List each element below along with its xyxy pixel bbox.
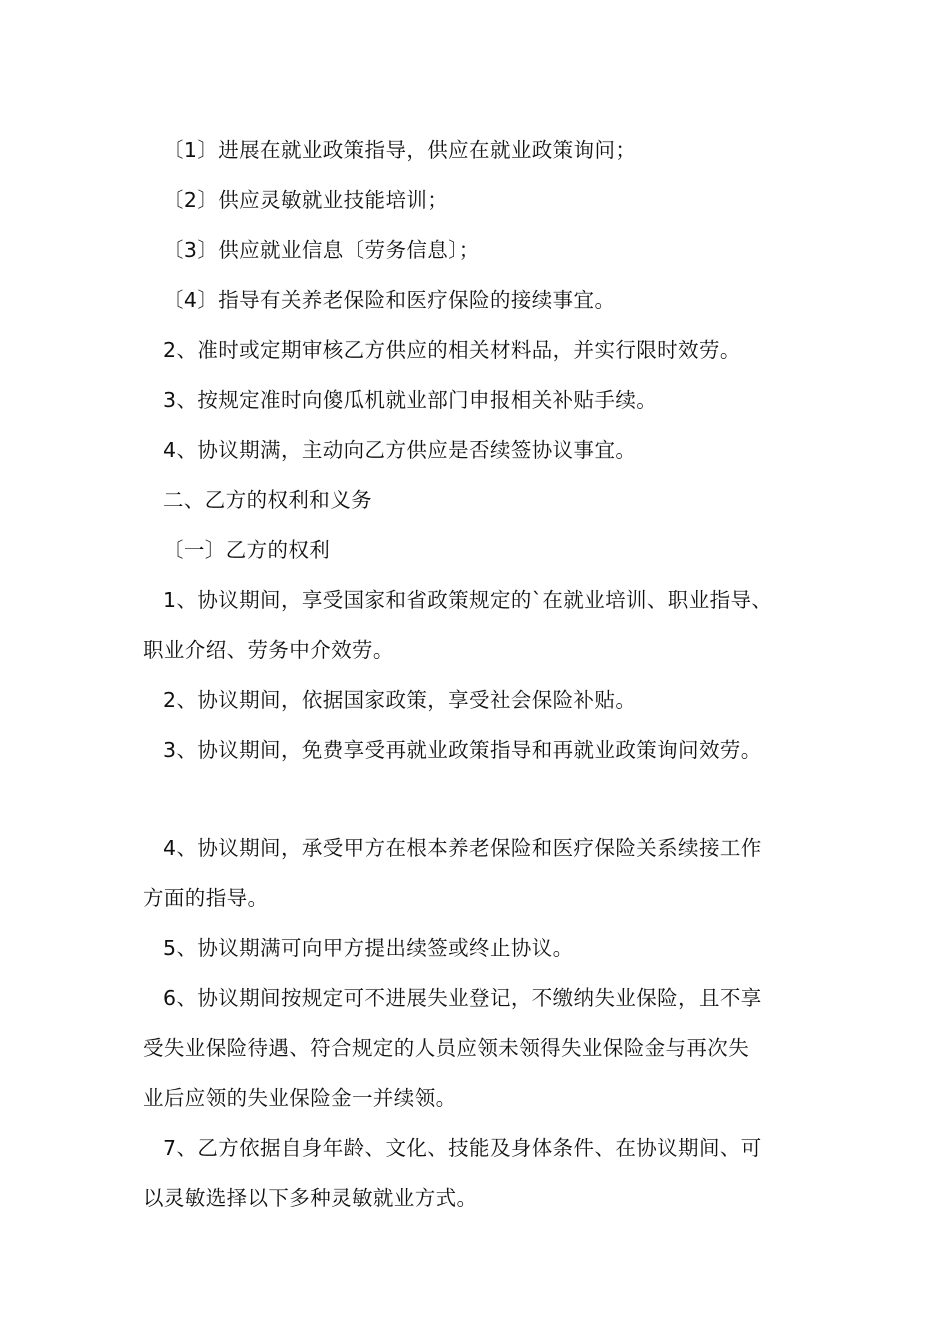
text-line: 职业介绍、劳务中介效劳。 bbox=[143, 638, 394, 662]
text-line: 2、准时或定期审核乙方供应的相关材料品，并实行限时效劳。 bbox=[163, 338, 741, 362]
text-line: 〔4〕指导有关养老保险和医疗保险的接续事宜。 bbox=[163, 288, 616, 312]
text-line: 3、协议期间，免费享受再就业政策指导和再就业政策询问效劳。 bbox=[163, 738, 762, 762]
text-line: 1、协议期间，享受国家和省政策规定的`在就业培训、职业指导、 bbox=[163, 588, 773, 612]
text-line: 3、按规定准时向傻瓜机就业部门申报相关补贴手续。 bbox=[163, 388, 658, 412]
text-line: 〔1〕进展在就业政策指导，供应在就业政策询问； bbox=[163, 138, 637, 162]
text-line: 6、协议期间按规定可不进展失业登记，不缴纳失业保险，且不享 bbox=[163, 986, 762, 1010]
text-line: 〔3〕供应就业信息〔劳务信息〕； bbox=[163, 238, 480, 262]
text-line: 4、协议期满，主动向乙方供应是否续签协议事宜。 bbox=[163, 438, 637, 462]
text-line: 受失业保险待遇、符合规定的人员应领未领得失业保险金与再次失 bbox=[143, 1036, 750, 1060]
text-line: 5、协议期满可向甲方提出续签或终止协议。 bbox=[163, 936, 574, 960]
text-line: 以灵敏选择以下多种灵敏就业方式。 bbox=[143, 1186, 478, 1210]
text-line: 业后应领的失业保险金一并续领。 bbox=[143, 1086, 457, 1110]
text-line: 7、乙方依据自身年龄、文化、技能及身体条件、在协议期间、可 bbox=[163, 1136, 762, 1160]
text-line: 4、协议期间，承受甲方在根本养老保险和医疗保险关系续接工作 bbox=[163, 836, 762, 860]
section-heading: 二、乙方的权利和义务 bbox=[163, 488, 372, 512]
text-line: 2、协议期间，依据国家政策，享受社会保险补贴。 bbox=[163, 688, 637, 712]
text-line: 方面的指导。 bbox=[143, 886, 269, 910]
subsection-heading: 〔一〕乙方的权利 bbox=[163, 538, 331, 562]
text-line: 〔2〕供应灵敏就业技能培训； bbox=[163, 188, 449, 212]
